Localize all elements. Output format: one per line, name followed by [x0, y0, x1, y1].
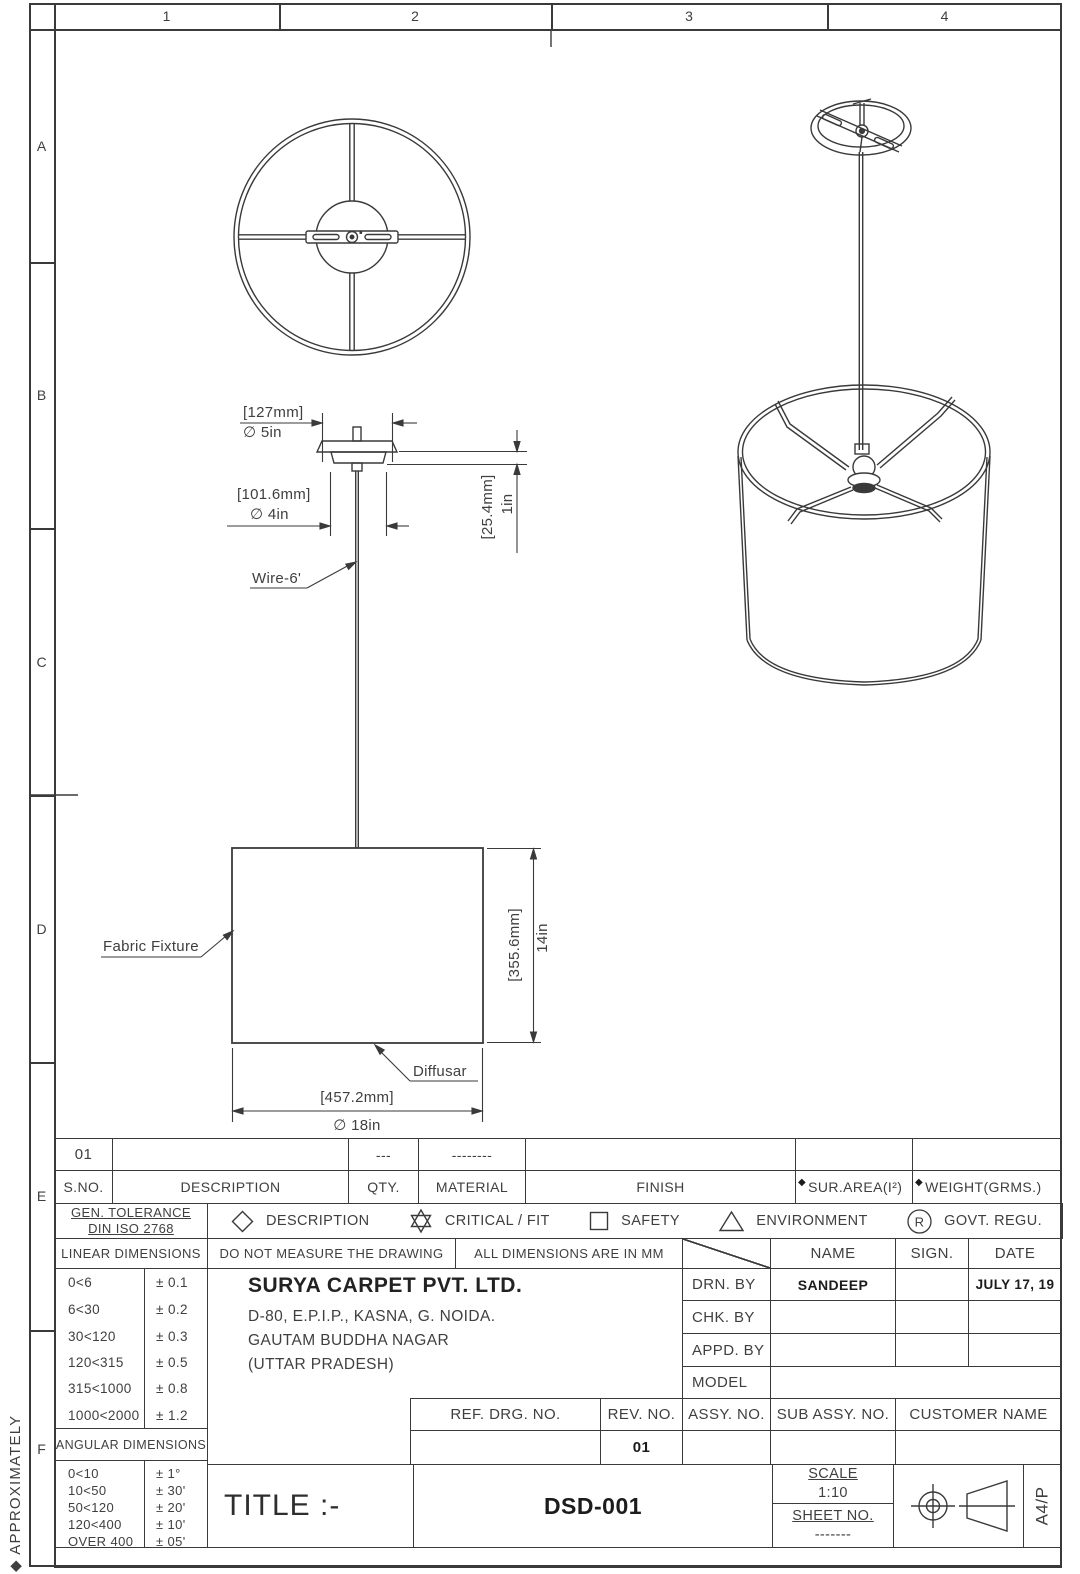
- column-header-line: [29, 29, 1062, 31]
- legend-safety-label: SAFETY: [621, 1213, 680, 1229]
- do-not-measure-note: DO NOT MEASURE THE DRAWING: [207, 1238, 456, 1269]
- parts-header-finish: FINISH: [525, 1170, 796, 1204]
- part-qty-value: ---: [348, 1138, 419, 1171]
- rev-no-header: REV. NO.: [600, 1398, 683, 1431]
- company-address-2: GAUTAM BUDDHA NAGAR: [248, 1332, 450, 1350]
- sub-assy-no-header: SUB ASSY. NO.: [770, 1398, 896, 1431]
- diagonal-empty-cell: [682, 1238, 771, 1269]
- legend-environment-label: ENVIRONMENT: [756, 1213, 868, 1229]
- drawing-number: DSD-001: [413, 1464, 773, 1548]
- column-label-4: 4: [940, 8, 949, 24]
- linear-tolerance-table: [54, 1268, 208, 1429]
- company-address-3: (UTTAR PRADESH): [248, 1356, 395, 1374]
- part-finish-value: [525, 1138, 796, 1171]
- company-name: SURYA CARPET PVT. LTD.: [248, 1274, 523, 1297]
- row-label-a: A: [36, 137, 47, 154]
- symbol-legend-cell: [207, 1203, 1063, 1239]
- dim-canopy-height-mm: [25.4mm]: [479, 474, 496, 540]
- appd-by-sign: [895, 1333, 969, 1367]
- parts-header-material: MATERIAL: [418, 1170, 526, 1204]
- part-surarea-value: [795, 1138, 913, 1171]
- svg-text:R: R: [914, 1214, 925, 1229]
- linear-range: 0<6: [68, 1275, 93, 1290]
- sheet-no-label: SHEET NO.: [792, 1507, 874, 1524]
- row-label-f: F: [37, 1440, 46, 1457]
- customer-name-header: CUSTOMER NAME: [895, 1398, 1062, 1431]
- margin-note: ◆ APPROXIMATELY: [7, 1414, 24, 1572]
- sheet-no-value: -------: [814, 1526, 852, 1543]
- sub-assy-no-value: [770, 1430, 896, 1465]
- angular-tolerance-table: [54, 1460, 208, 1548]
- row-label-d: D: [36, 920, 47, 937]
- dim-canopy-in: ∅ 5in: [243, 424, 282, 441]
- paper-format-cell: [1023, 1464, 1062, 1548]
- linear-dimensions-title: LINEAR DIMENSIONS: [54, 1238, 208, 1269]
- title-label: TITLE :-: [207, 1464, 414, 1548]
- angular-dimensions-title: ANGULAR DIMENSIONS: [54, 1428, 208, 1461]
- angular-range: 50<120: [68, 1500, 115, 1515]
- company-address-1: D-80, E.P.I.P., KASNA, G. NOIDA.: [248, 1308, 496, 1325]
- drn-by-date: JULY 17, 19: [968, 1268, 1062, 1301]
- part-material-value: --------: [418, 1138, 526, 1171]
- diamond-icon: ◆: [915, 1177, 924, 1188]
- column-label-1: 1: [162, 8, 171, 24]
- angular-tol: ± 30': [156, 1483, 186, 1498]
- linear-tol: ± 0.2: [156, 1302, 188, 1317]
- scale-cell: [772, 1464, 894, 1504]
- sign-header: SIGN.: [895, 1238, 969, 1269]
- wire-label: Wire-6': [252, 570, 302, 587]
- date-header: DATE: [968, 1238, 1062, 1269]
- ref-drg-no-value: [410, 1430, 601, 1465]
- rev-no-value: 01: [600, 1430, 683, 1465]
- star-icon: [408, 1208, 434, 1234]
- assy-no-value: [682, 1430, 771, 1465]
- table-divider: [144, 1269, 145, 1428]
- units-note: ALL DIMENSIONS ARE IN MM: [455, 1238, 683, 1269]
- angular-tol: ± 20': [156, 1500, 186, 1515]
- table-divider: [144, 1461, 145, 1547]
- square-icon: [588, 1210, 610, 1232]
- ref-drg-no-header: REF. DRG. NO.: [410, 1398, 601, 1431]
- angular-range: 120<400: [68, 1517, 122, 1532]
- dim-shade-in: ∅ 18in: [333, 1117, 381, 1134]
- dim-ring-in: ∅ 4in: [250, 506, 289, 523]
- angular-range: 10<50: [68, 1483, 107, 1498]
- dim-shade-height-in: 14in: [534, 923, 551, 953]
- part-weight-value: [912, 1138, 1062, 1171]
- fabric-fixture-label: Fabric Fixture: [103, 938, 199, 955]
- angular-tol: ± 05': [156, 1534, 186, 1549]
- linear-range: 315<1000: [68, 1381, 132, 1396]
- dim-canopy-mm: [127mm]: [243, 404, 304, 421]
- sheet-no-cell: [772, 1503, 894, 1548]
- customer-name-value: [895, 1430, 1062, 1465]
- parts-header-surarea-label: SUR.AREA(I²): [808, 1179, 903, 1195]
- circle-r-icon: [906, 1208, 933, 1235]
- column-label-3: 3: [685, 8, 693, 24]
- model-value: [770, 1366, 1062, 1399]
- third-angle-projection-icon: [895, 1465, 1023, 1547]
- angular-tol: ± 1°: [156, 1465, 181, 1481]
- linear-tol: ± 1.2: [156, 1407, 188, 1423]
- row-label-e: E: [36, 1188, 47, 1204]
- parts-header-weight: [912, 1170, 1062, 1204]
- paper-format: A4/P: [1032, 1486, 1052, 1526]
- linear-tol: ± 0.5: [156, 1354, 188, 1370]
- chk-by-name: [770, 1300, 896, 1334]
- triangle-icon: [718, 1209, 745, 1233]
- appd-by-label: APPD. BY: [682, 1333, 771, 1367]
- linear-range: 120<315: [68, 1354, 124, 1370]
- chk-by-label: CHK. BY: [682, 1300, 771, 1334]
- diffuser-label: Diffusar: [413, 1063, 467, 1080]
- part-description-value: [112, 1138, 349, 1171]
- row-label-c: C: [36, 653, 47, 670]
- drn-by-sign: [895, 1268, 969, 1301]
- legend-critical-label: CRITICAL / FIT: [444, 1213, 550, 1229]
- dim-shade-height-mm: [355.6mm]: [506, 908, 523, 982]
- bottom-strip: [54, 1547, 1062, 1568]
- row-label-b: B: [36, 387, 47, 403]
- appd-by-name: [770, 1333, 896, 1367]
- linear-range: 30<120: [68, 1328, 116, 1344]
- angular-range: 0<10: [68, 1465, 99, 1481]
- parts-header-qty: QTY.: [348, 1170, 419, 1204]
- linear-range: 6<30: [68, 1302, 101, 1317]
- gen-tolerance-line2: DIN ISO 2768: [88, 1221, 174, 1236]
- legend-description-label: DESCRIPTION: [266, 1213, 370, 1229]
- linear-tol: ± 0.8: [156, 1381, 188, 1396]
- linear-range: 1000<2000: [68, 1407, 140, 1423]
- angular-range: OVER 400: [68, 1534, 134, 1549]
- drn-by-label: DRN. BY: [682, 1268, 771, 1301]
- angular-tol: ± 10': [156, 1517, 186, 1532]
- legend-govt-label: GOVT. REGU.: [944, 1213, 1042, 1229]
- gen-tolerance-cell: [54, 1203, 208, 1239]
- column-label-2: 2: [411, 8, 419, 24]
- dim-canopy-height-in: 1in: [499, 493, 516, 515]
- model-label: MODEL: [682, 1366, 771, 1399]
- gen-tolerance-line1: GEN. TOLERANCE: [71, 1204, 191, 1220]
- appd-by-date: [968, 1333, 1062, 1367]
- parts-header-surarea: [795, 1170, 913, 1204]
- parts-header-description: DESCRIPTION: [112, 1170, 349, 1204]
- diamond-icon: ◆: [798, 1177, 807, 1188]
- parts-header-weight-label: WEIGHT(GRMS.): [925, 1179, 1042, 1195]
- drn-by-name: SANDEEP: [770, 1268, 896, 1301]
- part-sno-value: 01: [54, 1138, 113, 1171]
- parts-header-sno: S.NO.: [54, 1170, 113, 1204]
- dim-ring-mm: [101.6mm]: [237, 486, 311, 503]
- dim-shade-mm: [457.2mm]: [320, 1089, 394, 1106]
- assy-no-header: ASSY. NO.: [682, 1398, 771, 1431]
- linear-tol: ± 0.3: [156, 1328, 188, 1344]
- linear-tol: ± 0.1: [156, 1275, 188, 1290]
- projection-symbol-cell: [893, 1464, 1024, 1548]
- scale-value: 1:10: [818, 1485, 848, 1501]
- name-header: NAME: [770, 1238, 896, 1269]
- scale-label: SCALE: [808, 1466, 858, 1483]
- chk-by-sign: [895, 1300, 969, 1334]
- diamond-icon: [230, 1209, 255, 1234]
- chk-by-date: [968, 1300, 1062, 1334]
